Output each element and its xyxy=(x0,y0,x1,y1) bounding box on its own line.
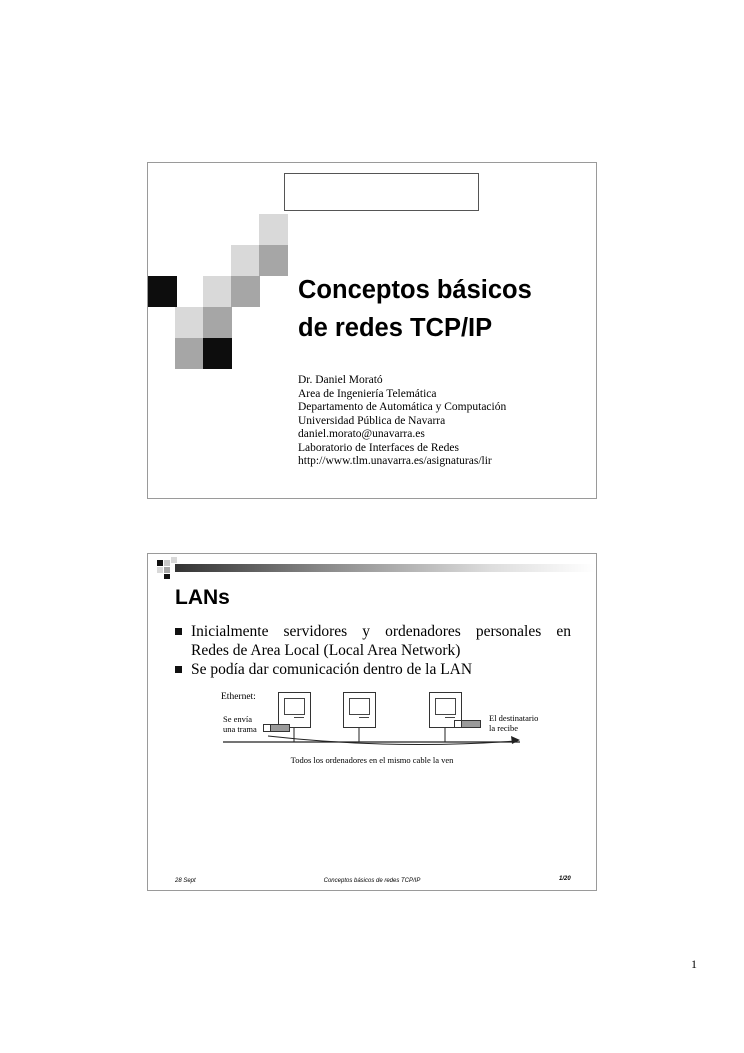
ethernet-cable-diagram xyxy=(148,554,596,890)
bullet-word: en xyxy=(556,623,571,640)
decor-square xyxy=(148,276,177,307)
author-info xyxy=(298,374,506,469)
author-lab: Laboratorio de Interfaces de Redes xyxy=(298,441,459,454)
decor-square xyxy=(203,307,232,338)
receiver-label: El destinatario la recibe xyxy=(489,713,539,733)
bullet-word: servidores xyxy=(283,623,348,640)
author-department: Departamento de Automática y Computación xyxy=(298,401,507,413)
bullet-word: ordenadores xyxy=(385,623,461,640)
lans-slide xyxy=(147,553,597,891)
page-number: 1 xyxy=(691,957,697,971)
author-email: daniel.morato@unavarra.es xyxy=(298,428,425,440)
bullet-word: Inicialmente xyxy=(191,623,269,640)
title-line: Conceptos básicos xyxy=(298,276,532,304)
slide-title: LANs xyxy=(175,586,230,609)
title-placeholder-box xyxy=(284,173,479,211)
ethernet-label: Ethernet: xyxy=(221,692,256,702)
bullet-word: y xyxy=(362,623,371,640)
diagram-caption: Todos los ordenadores en el mismo cable la ven xyxy=(290,755,454,765)
transmission-arrow xyxy=(268,736,516,745)
footer-course: Conceptos básicos de redes TCP/IP xyxy=(323,878,421,884)
decor-square xyxy=(231,276,260,307)
author-name: Dr. Daniel Morató xyxy=(298,374,383,386)
author-url: http://www.tlm.unavarra.es/asignaturas/lir xyxy=(298,455,492,467)
decor-square xyxy=(231,245,260,276)
author-university: Universidad Pública de Navarra xyxy=(298,414,446,427)
decor-square xyxy=(203,276,232,307)
bullet-text: Redes de Area Local (Local Area Network) xyxy=(191,642,461,659)
slide-title xyxy=(298,271,593,347)
sender-label: Se envía una trama xyxy=(223,714,257,734)
decor-square xyxy=(259,245,288,276)
title-line: de redes TCP/IP xyxy=(298,314,493,342)
footer-page-number: 1/20 xyxy=(559,876,571,882)
decor-square xyxy=(259,214,288,245)
bullet-text: Se podía dar comunicación dentro de la LAN xyxy=(191,661,473,678)
decor-square xyxy=(203,338,232,369)
bullet-word: personales xyxy=(475,623,542,640)
decor-square xyxy=(175,338,204,369)
decor-square xyxy=(175,307,204,338)
title-slide xyxy=(147,162,597,499)
footer-date: 28 Sept xyxy=(175,878,196,884)
author-area: Area de Ingeniería Telemática xyxy=(298,387,437,400)
arrow-head-icon xyxy=(511,736,520,744)
